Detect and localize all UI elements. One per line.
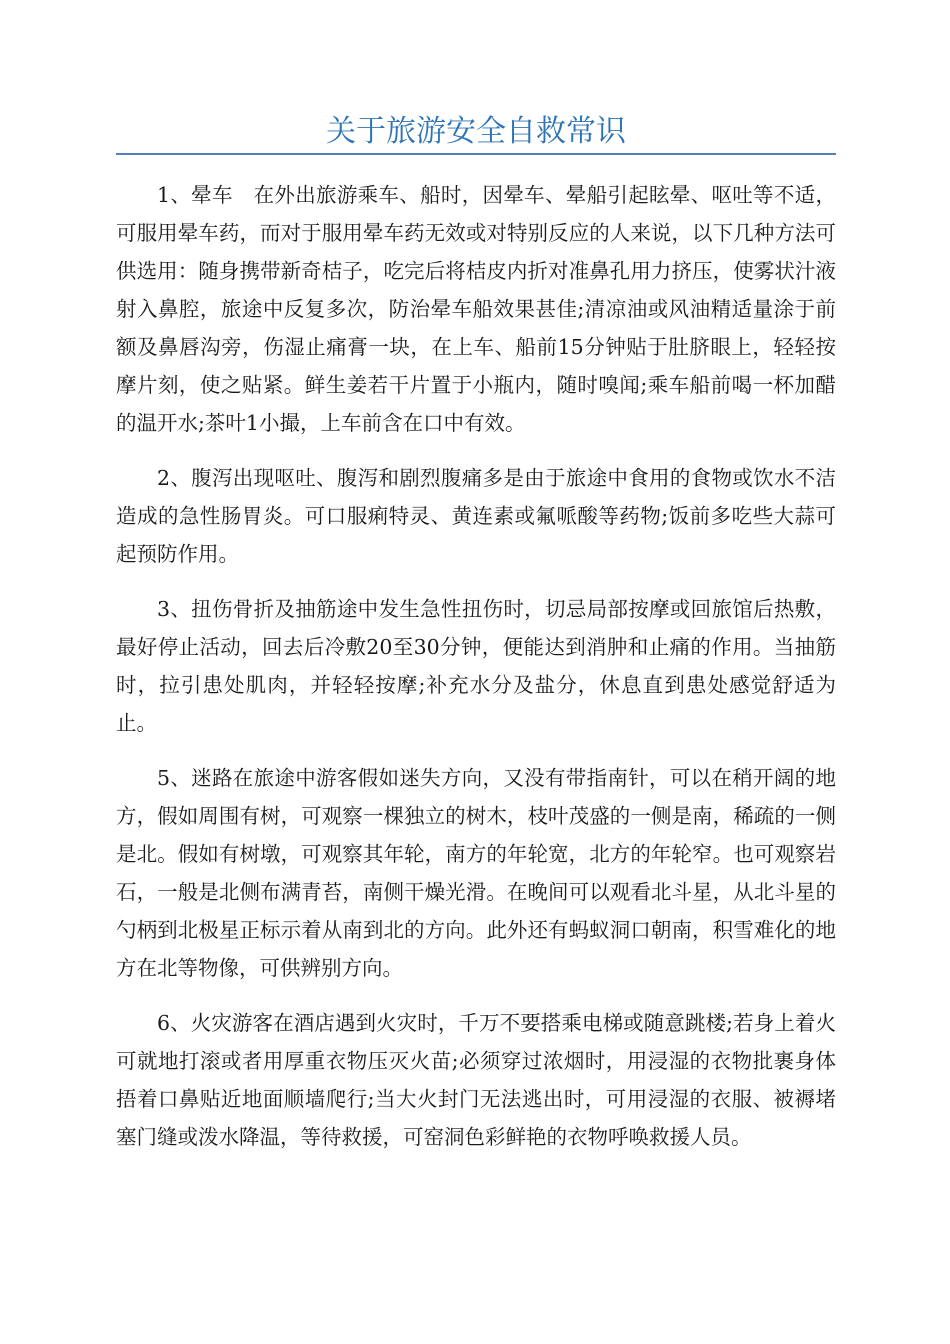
document-title: 关于旅游安全自救常识: [326, 114, 626, 149]
title-underline: [116, 153, 836, 155]
paragraph-diarrhea: 2、腹泻出现呕吐、腹泻和剧烈腹痛多是由于旅途中食用的食物或饮水不洁造成的急性肠胃炎。可口服痢特灵、黄连素或氟哌酸等药物;饭前多吃些大蒜可起预防作用。: [116, 466, 836, 566]
paragraph-fire: 6、火灾游客在酒店遇到火灾时，千万不要搭乘电梯或随意跳楼;若身上着火可就地打滚或者用厚重衣物压灭火苗;必须穿过浓烟时，用浸湿的衣物批裹身体捂着口鼻贴近地面顺墙爬行;当大火封门无法逃出时，可用浸湿的衣服、被褥堵塞门缝或泼水降温，等待救援，可窑洞色彩鲜艳的衣物呼唤救援人员。: [116, 1011, 836, 1149]
document-body: [116, 176, 836, 1173]
paragraph-getting-lost: 5、迷路在旅途中游客假如迷失方向，又没有带指南针，可以在稍开阔的地方，假如周围有树，可观察一棵独立的树木，枝叶茂盛的一侧是南，稀疏的一侧是北。假如有树墩，可观察其年轮，南方的年轮宽，北方的年轮窄。也可观察岩石，一般是北侧布满青苔，南侧干燥光滑。在晚间可以观看北斗星，从北斗星的勺柄到北极星正标示着从南到北的方向。此外还有蚂蚁洞口朝南，积雪难化的地方在北等物像，可供辨别方向。: [116, 766, 836, 980]
paragraph-sprain-fracture-cramp: 3、扭伤骨折及抽筋途中发生急性扭伤时，切忌局部按摩或回旅馆后热敷，最好停止活动，回去后冷敷20至30分钟，便能达到消肿和止痛的作用。当抽筋时，拉引患处肌肉，并轻轻按摩;补充水分及盐分，休息直到患处感觉舒适为止。: [116, 597, 836, 735]
paragraph-motion-sickness: 1、晕车 在外出旅游乘车、船时，因晕车、晕船引起眩晕、呕吐等不适，可服用晕车药，而对于服用晕车药无效或对特别反应的人来说，以下几种方法可供选用：随身携带新奇桔子，吃完后将桔皮内折对准鼻孔用力挤压，使雾状汁液射入鼻腔，旅途中反复多次，防治晕车船效果甚佳;清凉油或风油精适量涂于前额及鼻唇沟旁，伤湿止痛膏一块，在上车、船前15分钟贴于肚脐眼上，轻轻按摩片刻，使之贴紧。鲜生姜若干片置于小瓶内，随时嗅闻;乘车船前喝一杯加醋的温开水;茶叶1小撮，上车前含在口中有效。: [116, 183, 836, 435]
